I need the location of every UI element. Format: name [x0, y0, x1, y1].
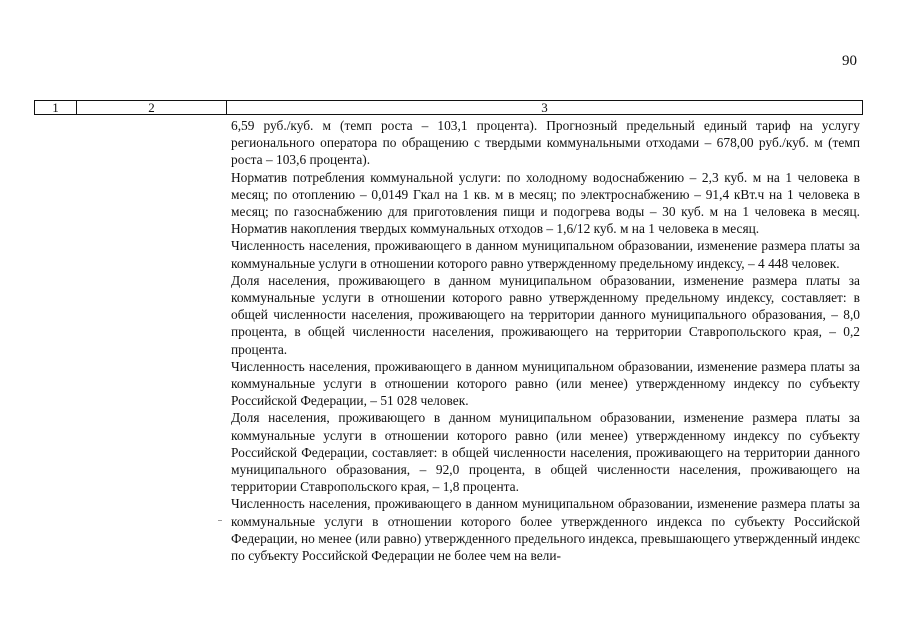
document-body [231, 117, 860, 564]
paragraph-share-regional-index: Доля населения, проживающего в данном муниципальном образовании, изменение размера платы за коммунальные услуги в отношении которого равно (или менее) утвержденному индексу по субъекту Российской Федерации, составляет: в общей численности населения, проживающего на территории данного муниципального образования, – 92,0 процента, в общей численности населения, проживающего на территории Ставропольского края, – 1,8 процента. [231, 410, 860, 495]
paragraph-population-above-index: Численность населения, проживающего в данном муниципальном образовании, изменение размера платы за коммунальные услуги в отношении которого более утвержденного индекса по субъекту Российской Федерации, но менее (или равно) утвержденного предельного индекса, превышающего утвержденный индекс по субъекту Российской Федерации не более чем на вели- [231, 496, 860, 564]
paragraph-share-limit-index: Доля населения, проживающего в данном муниципальном образовании, изменение размера платы за коммунальные услуги в отношении которого равно утвержденному предельному индексу, составляет: в общей численности населения, проживающего на территории данного муниципального образования, – 8,0 процента, в общей численности населения, проживающего на территории Ставропольского края, – 0,2 процента. [231, 272, 860, 357]
paragraph-tariff: 6,59 руб./куб. м (темп роста – 103,1 процента). Прогнозный предельный единый тариф на услугу регионального оператора по обращению с твердыми коммунальными отходами – 678,00 руб./куб. м (темп роста – 103,6 процента). [231, 118, 860, 168]
table-header-col-1: 1 [35, 101, 77, 114]
table-header-col-2: 2 [77, 101, 227, 114]
margin-mark [218, 520, 222, 521]
paragraph-consumption-norms: Норматив потребления коммунальной услуги: по холодному водоснабжению – 2,3 куб. м на 1 человека в месяц; по отоплению – 0,0149 Гкал на 1 кв. м в месяц; по электроснабжению – 91,4 кВт.ч на 1 человека в месяц; по газоснабжению для приготовления пищи и подогрева воды – 30 куб. м на 1 человека в месяц. Норматив накопления твердых коммунальных отходов – 1,6/12 куб. м на 1 человека в месяц. [231, 169, 860, 237]
page-number: 90 [842, 53, 857, 69]
paragraph-population-limit-index: Численность населения, проживающего в данном муниципальном образовании, изменение размера платы за коммунальные услуги в отношении которого равно утвержденному предельному индексу, – 4 448 человек. [231, 238, 860, 271]
table-header-col-3: 3 [541, 100, 548, 115]
paragraph-population-regional-index: Численность населения, проживающего в данном муниципальном образовании, изменение размера платы за коммунальные услуги в отношении которого равно (или менее) утвержденному индексу по субъекту Российской Федерации, – 51 028 человек. [231, 358, 860, 409]
table-header-row [34, 100, 863, 115]
